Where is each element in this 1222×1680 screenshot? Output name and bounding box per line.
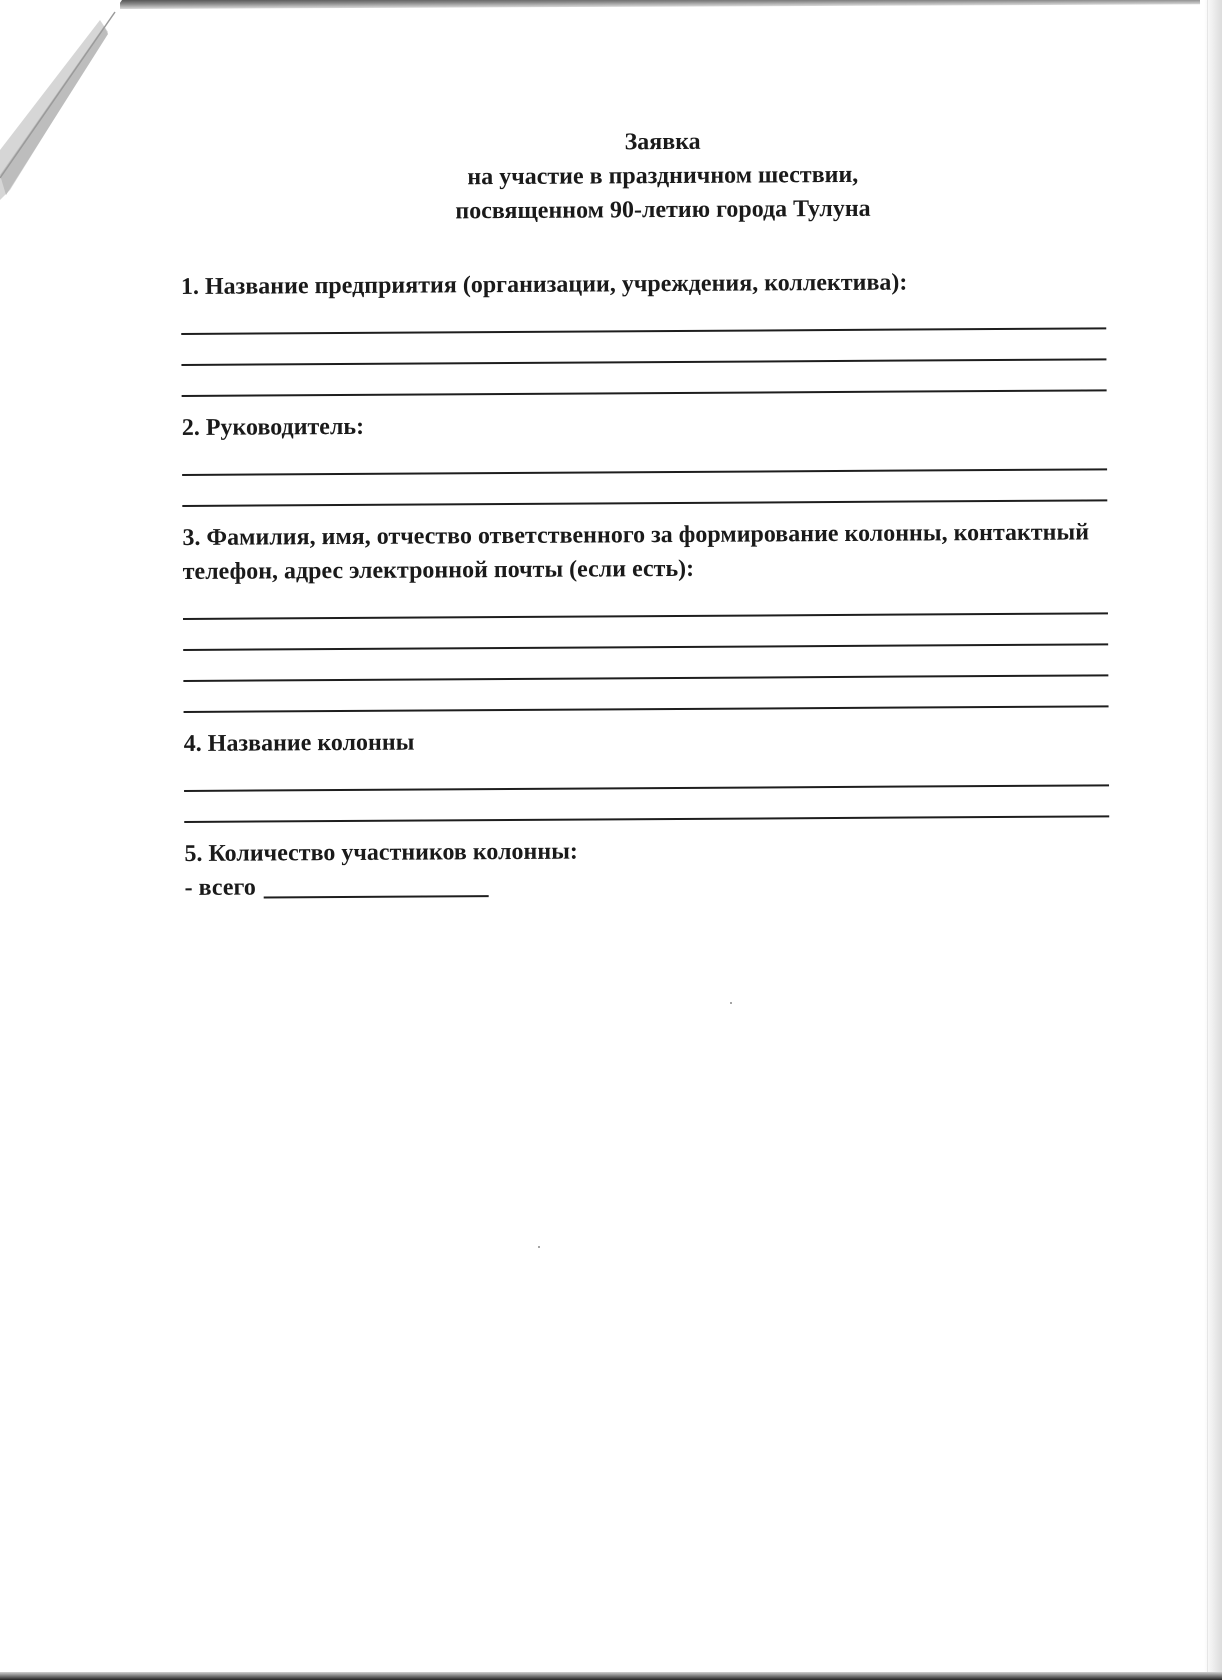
form-section-5 [184,831,1109,871]
form-section-3 [182,515,1108,713]
blank-fill-line[interactable] [181,360,1106,397]
section-heading: 1. Название предприятия (организации, учреждения, коллектива): [180,269,908,300]
scan-speck [538,1246,540,1248]
form-title: Заявка [624,128,701,156]
section-heading: 3. Фамилия, имя, отчество ответственного за формирование колонны, контактный телефон, адрес электронной почты (если есть): [182,519,1090,585]
section-heading: 5. Количество участников колонны: [184,838,578,867]
folded-corner [0,0,130,200]
blank-fill-line[interactable] [184,786,1109,823]
form-section-2 [182,405,1108,507]
section-heading: 4. Название колонны [183,729,415,757]
blank-fill-line[interactable] [183,676,1108,713]
form-header [220,122,1106,229]
scan-bottom-edge [0,1672,1222,1680]
form-section-1 [181,264,1107,397]
form-subtitle-line-1: на участие в праздничном шествии, [467,161,859,191]
form-sections [181,264,1110,871]
form-subtitle-line-2: посвященном 90-летию города Тулуна [455,195,871,225]
scan-top-edge [120,0,1200,9]
blank-fill-line[interactable] [182,470,1107,507]
section-heading: 2. Руководитель: [181,413,365,441]
total-participants-row [185,865,1110,905]
application-form [180,122,1110,905]
total-label: - всего [184,874,256,901]
scan-speck [730,1002,732,1004]
form-section-4 [184,721,1110,823]
total-blank-field[interactable] [264,871,489,898]
scan-right-line [1207,0,1208,1680]
